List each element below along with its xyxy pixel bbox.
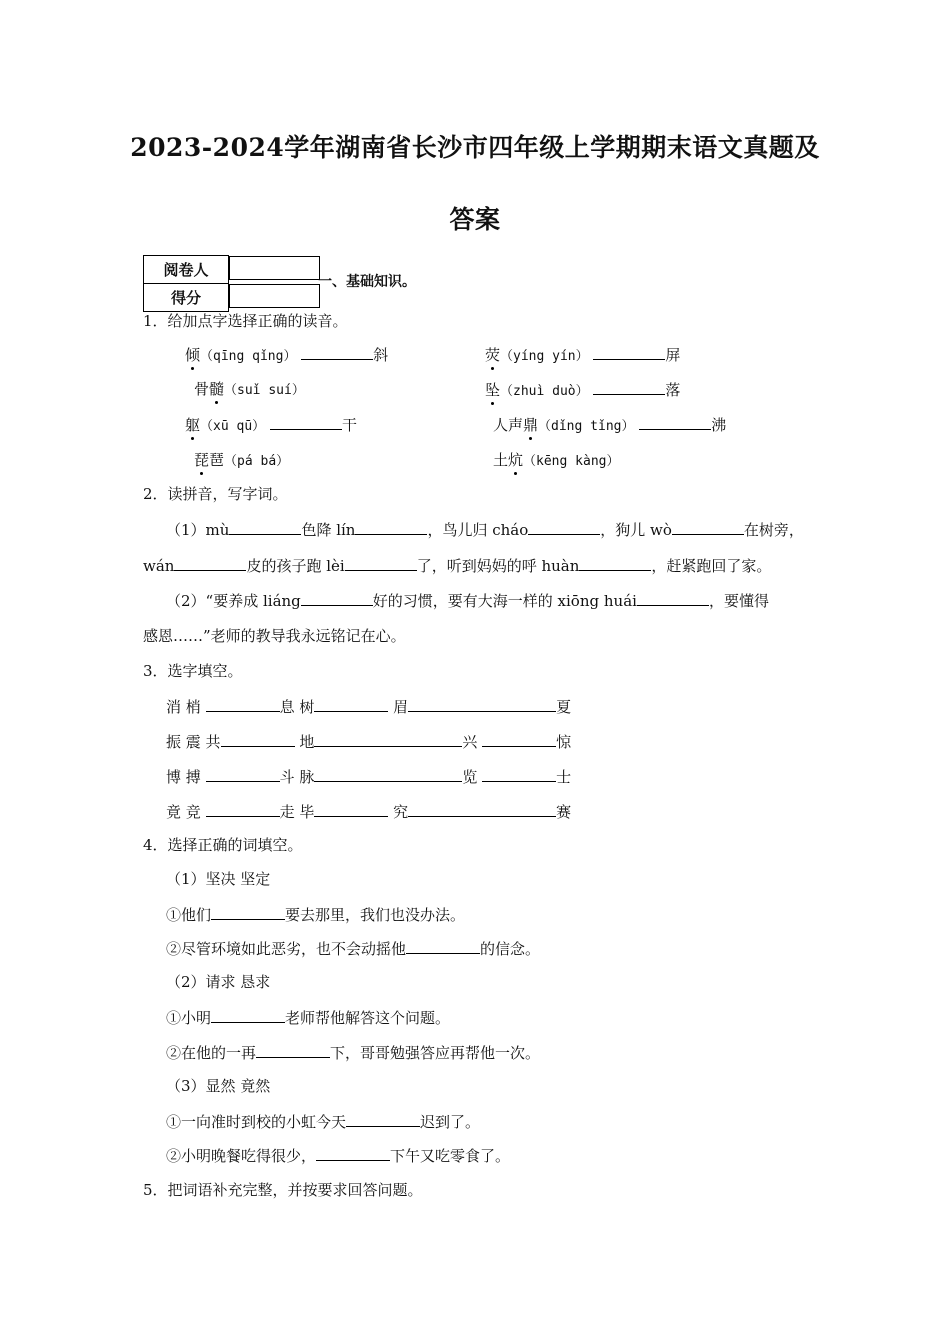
q2-line-1: （1）mù 色降 lín ，鸟儿归 cháo ，狗儿 wò 在树旁， bbox=[166, 521, 804, 539]
document-title-line-2: 答案 bbox=[449, 205, 501, 234]
answer-blank[interactable] bbox=[482, 731, 556, 747]
section-heading: 一、基础知识。 bbox=[318, 274, 416, 290]
q1-item: 土炕（kēng kàng） bbox=[493, 451, 620, 469]
answer-blank[interactable] bbox=[301, 344, 373, 360]
answer-blank[interactable] bbox=[221, 731, 295, 747]
answer-blank[interactable] bbox=[593, 379, 665, 395]
q2-line-2: wán 皮的孩子跑 lèi 了，听到妈妈的呼 huàn ，赶紧跑回了家。 bbox=[143, 557, 772, 575]
answer-blank[interactable] bbox=[528, 519, 600, 535]
score-cell bbox=[229, 284, 320, 308]
q2-line-3: （2）“要养成 liáng 好的习惯，要有大海一样的 xiōng huái ，要懂得 bbox=[166, 592, 769, 610]
answer-blank[interactable] bbox=[637, 590, 709, 606]
answer-blank[interactable] bbox=[229, 519, 301, 535]
score-box bbox=[143, 255, 321, 312]
q4-sentence: ②在他的一再 下，哥哥勉强答应再帮他一次。 bbox=[166, 1044, 541, 1062]
answer-blank[interactable] bbox=[314, 696, 388, 712]
q1-item: 坠（zhuì duò） 落 bbox=[485, 381, 681, 399]
q3-row: 振 震 共 地 兴 惊 bbox=[166, 733, 572, 751]
question-2-stem: 2．读拼音，写字词。 bbox=[143, 485, 288, 503]
answer-blank[interactable] bbox=[314, 731, 462, 747]
answer-blank[interactable] bbox=[206, 766, 280, 782]
q4-sentence: ①他们 要去那里，我们也没办法。 bbox=[166, 906, 466, 924]
answer-blank[interactable] bbox=[206, 801, 280, 817]
score-label: 得分 bbox=[144, 284, 229, 312]
q4-sentence: ②尽管环境如此恶劣，也不会动摇他 的信念。 bbox=[166, 940, 541, 958]
document-title-line-1: 2023-2024学年湖南省长沙市四年级上学期期末语文真题及 bbox=[130, 133, 820, 162]
answer-blank[interactable] bbox=[345, 555, 417, 571]
answer-blank[interactable] bbox=[672, 519, 744, 535]
answer-blank[interactable] bbox=[316, 1145, 390, 1161]
reviewer-label: 阅卷人 bbox=[144, 256, 229, 284]
answer-blank[interactable] bbox=[346, 1111, 420, 1127]
q4-group-1: （1）坚决 坚定 bbox=[166, 870, 271, 888]
answer-blank[interactable] bbox=[211, 1007, 285, 1023]
q4-group-3: （3）显然 竟然 bbox=[166, 1077, 271, 1095]
answer-blank[interactable] bbox=[355, 519, 427, 535]
answer-blank[interactable] bbox=[211, 904, 285, 920]
q1-item: 人声鼎（dǐng tǐng） 沸 bbox=[493, 416, 727, 434]
answer-blank[interactable] bbox=[639, 414, 711, 430]
question-3-stem: 3．选字填空。 bbox=[143, 662, 243, 680]
question-5-stem: 5．把词语补充完整，并按要求回答问题。 bbox=[143, 1181, 423, 1199]
question-1-stem: 1．给加点字选择正确的读音。 bbox=[143, 312, 348, 330]
answer-blank[interactable] bbox=[314, 801, 388, 817]
q3-row: 消 梢 息 树 眉 夏 bbox=[166, 698, 572, 716]
answer-blank[interactable] bbox=[579, 555, 651, 571]
q3-row: 竟 竞 走 毕 究 赛 bbox=[166, 803, 572, 821]
q1-item: 倾（qīng qǐng） 斜 bbox=[185, 346, 389, 364]
answer-blank[interactable] bbox=[314, 766, 462, 782]
q4-group-2: （2）请求 恳求 bbox=[166, 973, 271, 991]
q1-item: 躯（xū qū） 干 bbox=[185, 416, 357, 434]
answer-blank[interactable] bbox=[408, 696, 556, 712]
q4-sentence: ①小明 老师帮他解答这个问题。 bbox=[166, 1009, 451, 1027]
q3-row: 博 搏 斗 脉 览 士 bbox=[166, 768, 572, 786]
answer-blank[interactable] bbox=[408, 801, 556, 817]
q4-sentence: ②小明晚餐吃得很少， 下午又吃零食了。 bbox=[166, 1147, 511, 1165]
q2-line-4: 感恩……”老师的教导我永远铭记在心。 bbox=[143, 627, 406, 645]
answer-blank[interactable] bbox=[301, 590, 373, 606]
reviewer-cell bbox=[229, 256, 320, 280]
answer-blank[interactable] bbox=[593, 344, 665, 360]
answer-blank[interactable] bbox=[174, 555, 246, 571]
question-4-stem: 4．选择正确的词填空。 bbox=[143, 836, 303, 854]
answer-blank[interactable] bbox=[206, 696, 280, 712]
q1-item: 骨髓（suǐ suí） bbox=[194, 380, 305, 398]
answer-blank[interactable] bbox=[406, 938, 480, 954]
q1-item: 荧（yíng yín） 屏 bbox=[485, 346, 681, 364]
answer-blank[interactable] bbox=[482, 766, 556, 782]
q4-sentence: ①一向准时到校的小虹今天 迟到了。 bbox=[166, 1113, 481, 1131]
answer-blank[interactable] bbox=[270, 414, 342, 430]
answer-blank[interactable] bbox=[256, 1042, 330, 1058]
q1-item: 琵琶（pá bá） bbox=[194, 451, 290, 469]
